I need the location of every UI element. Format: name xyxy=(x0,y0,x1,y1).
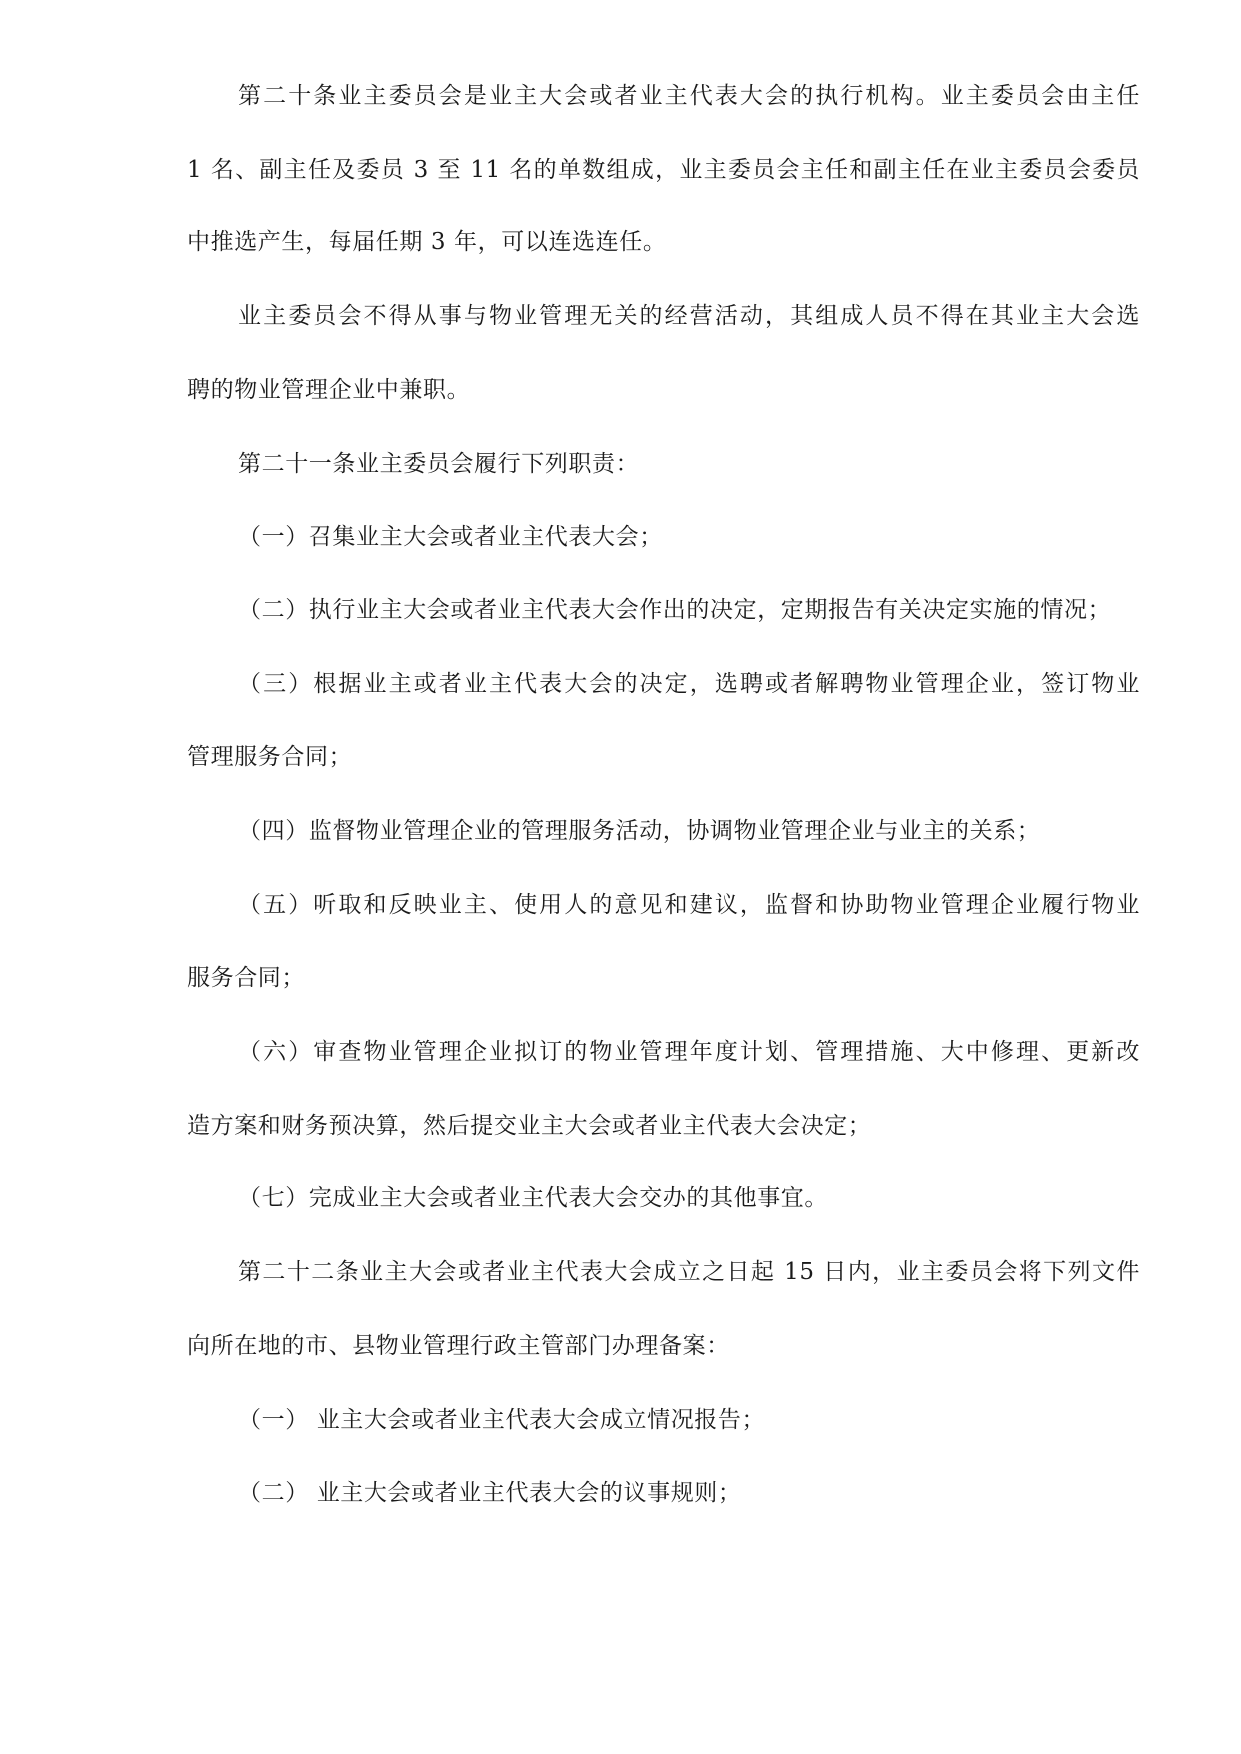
duty-item-6-line-2: 造方案和财务预决算，然后提交业主大会或者业主代表大会决定； xyxy=(187,1113,872,1139)
paragraph-article-21-heading: 第二十一条业主委员会履行下列职责： xyxy=(238,451,640,477)
duty-item-4: （四）监督物业管理企业的管理服务活动，协调物业管理企业与业主的关系； xyxy=(238,818,1041,844)
paragraph-article-20-line-1: 第二十条业主委员会是业主大会或者业主代表大会的执行机构。业主委员会由主任 xyxy=(238,83,1140,109)
paragraph-committee-restriction-line-1: 业主委员会不得从事与物业管理无关的经营活动，其组成人员不得在其业主大会选 xyxy=(238,303,1140,329)
paragraph-article-20-line-3: 中推选产生，每届任期 3 年，可以连选连任。 xyxy=(187,229,667,255)
duty-item-3-line-1: （三）根据业主或者业主代表大会的决定，选聘或者解聘物业管理企业，签订物业 xyxy=(238,671,1140,697)
duty-item-6-line-1: （六）审查物业管理企业拟订的物业管理年度计划、管理措施、大中修理、更新改 xyxy=(238,1039,1140,1065)
filing-item-2: （二） 业主大会或者业主代表大会的议事规则； xyxy=(238,1480,742,1506)
paragraph-article-22-line-2: 向所在地的市、县物业管理行政主管部门办理备案： xyxy=(187,1333,730,1359)
filing-item-1: （一） 业主大会或者业主代表大会成立情况报告； xyxy=(238,1407,766,1433)
duty-item-1: （一）召集业主大会或者业主代表大会； xyxy=(238,524,663,550)
duty-item-2: （二）执行业主大会或者业主代表大会作出的决定，定期报告有关决定实施的情况； xyxy=(238,597,1112,623)
duty-item-3-line-2: 管理服务合同； xyxy=(187,744,353,770)
paragraph-committee-restriction-line-2: 聘的物业管理企业中兼职。 xyxy=(187,377,471,403)
paragraph-article-22-line-1: 第二十二条业主大会或者业主代表大会成立之日起 15 日内，业主委员会将下列文件 xyxy=(238,1259,1140,1285)
paragraph-article-20-line-2: 1 名、副主任及委员 3 至 11 名的单数组成，业主委员会主任和副主任在业主委员会委员 xyxy=(187,157,1140,183)
duty-item-7: （七）完成业主大会或者业主代表大会交办的其他事宜。 xyxy=(238,1185,828,1211)
duty-item-5-line-1: （五）听取和反映业主、使用人的意见和建议，监督和协助物业管理企业履行物业 xyxy=(238,892,1140,918)
duty-item-5-line-2: 服务合同； xyxy=(187,965,305,991)
